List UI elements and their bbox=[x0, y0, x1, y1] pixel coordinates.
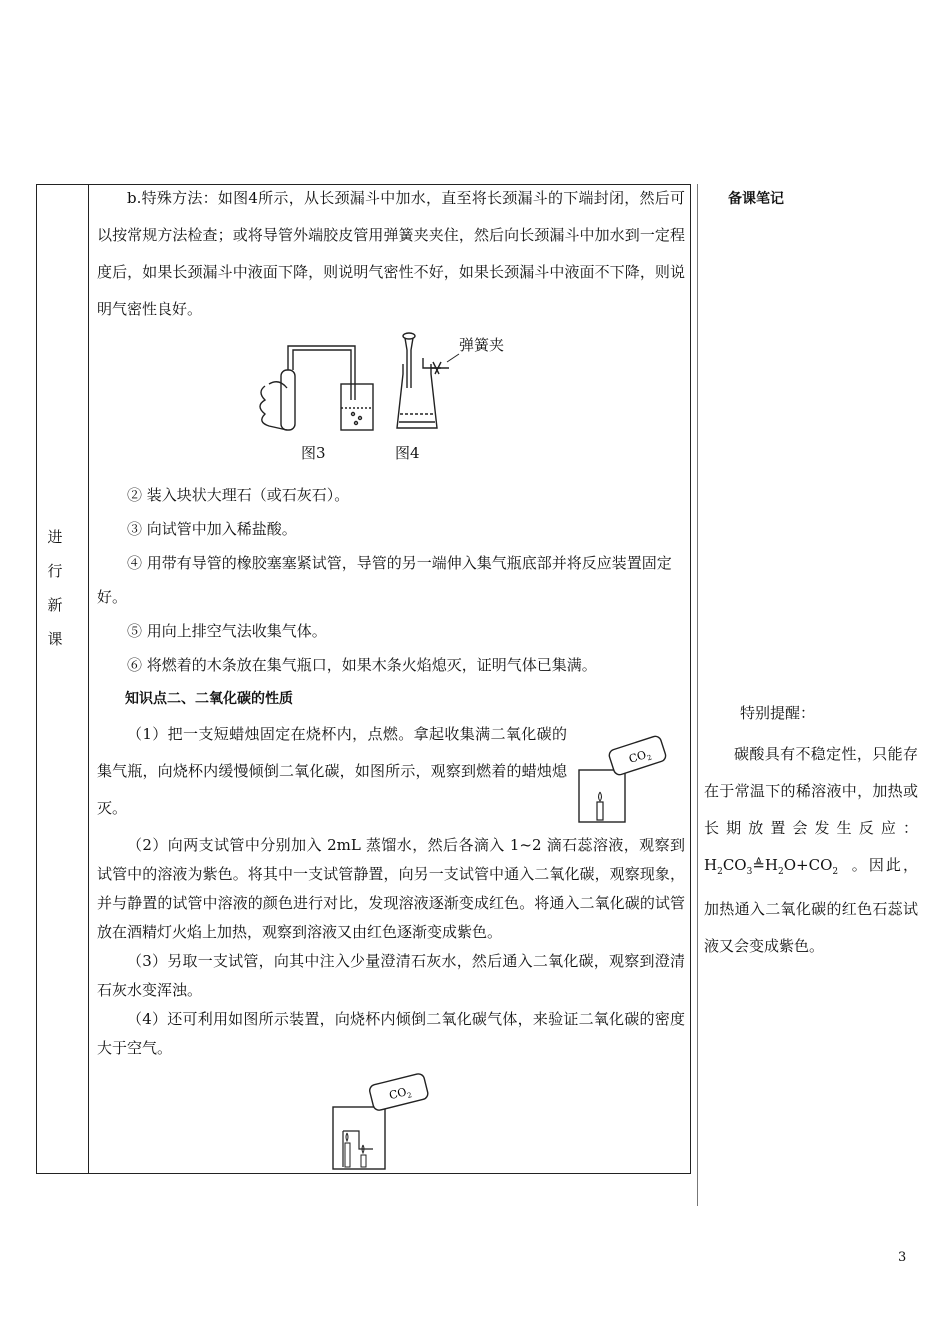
step-2: ② 装入块状大理石（或石灰石）。 bbox=[127, 486, 350, 504]
figure-3-drawing bbox=[260, 346, 373, 430]
reminder-text-1: 碳酸具有不稳定性，只能存在于常温下的稀溶液中，加热或长期放置会发生反应： bbox=[704, 745, 918, 837]
experiment-1-block bbox=[97, 716, 685, 827]
section-label-char: 新 bbox=[47, 596, 63, 614]
lesson-content bbox=[97, 184, 685, 1179]
special-method-paragraph: b.特殊方法：如图4所示，从长颈漏斗中加水，直至将长颈漏斗的下端封闭，然后可以按常规方法检查；或将导管外端胶皮管用弹簧夹夹住，然后向长颈漏斗中加水到一定程度后，如果长颈漏斗中液面下降，则说明气密性不好，如果长颈漏斗中液面不下降，则说明气密性良好。 bbox=[97, 189, 685, 318]
figure-3-caption: 图3 bbox=[301, 444, 326, 462]
co2-label: CO bbox=[387, 1085, 408, 1103]
section-label-char: 进 bbox=[47, 528, 63, 546]
experiment-1: （1）把一支短蜡烛固定在烧杯内，点燃。拿起收集满二氧化碳的集气瓶，向烧杯内缓慢倾倒二氧化碳，如图所示，观察到燃着的蜡烛熄灭。 bbox=[97, 725, 567, 817]
co2-label: CO bbox=[627, 748, 648, 766]
figure-4-drawing bbox=[397, 333, 449, 428]
section-label-char: 课 bbox=[47, 630, 63, 648]
section-heading: 知识点二、二氧化碳的性质 bbox=[125, 691, 293, 707]
experiment-4: （4）还可利用如图所示装置，向烧杯内倾倒二氧化碳气体，来验证二氧化碳的密度大于空气。 bbox=[97, 1010, 685, 1057]
column-divider bbox=[88, 184, 89, 1174]
notes-title: 备课笔记 bbox=[728, 191, 784, 207]
step-3: ③ 向试管中加入稀盐酸。 bbox=[127, 520, 297, 538]
step-5: ⑤ 用向上排空气法收集气体。 bbox=[127, 622, 327, 640]
spring-clip-label: 弹簧夹 bbox=[459, 336, 505, 354]
figure-4-caption: 图4 bbox=[395, 444, 420, 462]
candle-beaker-diagram bbox=[573, 734, 673, 826]
reminder-text-2: 。因此，加热通入二氧化碳的红色石蕊试液又会变成紫色。 bbox=[704, 856, 918, 955]
reminder-body bbox=[704, 736, 918, 965]
co2-sub: 2 bbox=[646, 753, 653, 763]
experiment-2: （2）向两支试管中分别加入 2mL 蒸馏水，然后各滴入 1~2 滴石蕊溶液，观察到试管中的溶液为紫色。将其中一支试管静置，向另一支试管中通入二氧化碳，观察现象，并与静置的试管中溶液的颜色进行对比，发现溶液逐渐变成红色。将通入二氧化碳的试管放在酒精灯火焰上加热，观察到溶液又由红色逐渐变成紫色。 bbox=[97, 836, 685, 941]
experiment-3: （3）另取一支试管，向其中注入少量澄清石灰水，然后通入二氧化碳，观察到澄清石灰水变浑浊。 bbox=[97, 952, 685, 999]
co2-sub: 2 bbox=[406, 1091, 413, 1100]
section-label-char: 行 bbox=[47, 562, 63, 580]
reaction-formula: $H_2CO_3≜H_2O+CO_2$ bbox=[704, 856, 839, 877]
label-pointer bbox=[447, 354, 459, 362]
figure-3-4 bbox=[97, 328, 685, 478]
step-6: ⑥ 将燃着的木条放在集气瓶口，如果木条火焰熄灭，证明气体已集满。 bbox=[127, 656, 597, 674]
apparatus-diagram bbox=[97, 328, 685, 478]
notes-divider bbox=[697, 184, 698, 1206]
reminder-title: 特别提醒： bbox=[740, 704, 816, 722]
step-4: ④ 用带有导管的橡胶塞塞紧试管，导管的另一端伸入集气瓶底部并将反应装置固定好。 bbox=[97, 554, 672, 606]
two-candles-diagram bbox=[329, 1071, 439, 1175]
section-label bbox=[44, 520, 66, 656]
page-number: 3 bbox=[898, 1250, 907, 1265]
